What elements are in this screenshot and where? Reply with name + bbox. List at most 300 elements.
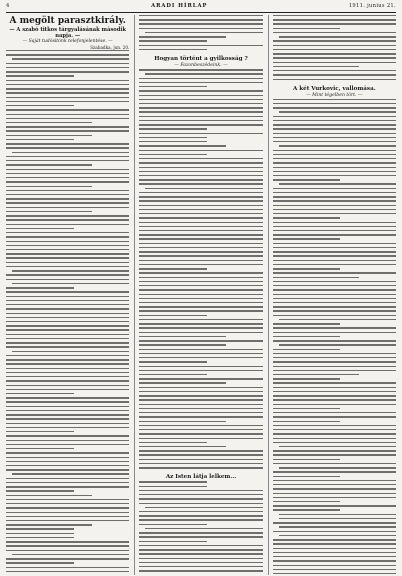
text-line: [139, 69, 262, 70]
text-line: [139, 429, 262, 430]
text-line: [273, 454, 396, 455]
text-line: [6, 363, 129, 364]
text-line: [273, 234, 396, 235]
text-line: [273, 421, 341, 422]
text-line: [6, 444, 129, 445]
text-line: [139, 251, 262, 252]
article-dateline: Szabadka, jun. 20.: [90, 45, 130, 50]
text-line: [273, 213, 396, 214]
text-line: [139, 200, 262, 201]
issue-date: 1911. junius 21.: [348, 3, 396, 9]
text-line: [273, 378, 341, 379]
text-line: [273, 15, 396, 16]
text-line: [6, 385, 129, 386]
text-line: [273, 133, 396, 134]
text-line: [6, 389, 129, 390]
text-line: [6, 207, 129, 208]
text-line: [273, 32, 396, 33]
text-line: [139, 503, 262, 504]
text-line: [139, 387, 262, 388]
text-line: [145, 507, 262, 508]
text-line: [139, 268, 207, 269]
text-line: [6, 372, 129, 373]
text-line: [139, 298, 262, 299]
text-line: [6, 465, 129, 466]
text-line: [273, 497, 396, 498]
text-line: [139, 315, 207, 316]
text-line: [273, 412, 396, 413]
text-line: [139, 541, 207, 542]
text-line: [273, 217, 341, 218]
text-line: [273, 141, 396, 142]
text-line: [273, 315, 396, 316]
text-line: [6, 457, 129, 458]
text-line: [139, 553, 262, 554]
text-line: [12, 283, 129, 284]
text-line: [6, 198, 129, 199]
text-line: [273, 484, 396, 485]
text-line: [273, 255, 396, 256]
text-line: [139, 532, 262, 533]
text-line: [139, 519, 262, 520]
text-line: [6, 215, 129, 216]
text-line: [6, 528, 74, 529]
text-line: [273, 408, 341, 409]
text-line: [273, 480, 396, 481]
page-number: 4: [6, 3, 10, 9]
text-line: [273, 425, 396, 426]
text-line: [6, 194, 129, 195]
text-line: [6, 427, 129, 428]
text-line: [139, 234, 262, 235]
text-line: [6, 287, 74, 288]
text-line: [6, 516, 129, 517]
column-3: [268, 15, 396, 575]
masthead: ARADI HÍRLAP: [151, 3, 208, 9]
text-line: [273, 302, 396, 303]
text-line: [6, 63, 129, 64]
text-line: [139, 302, 262, 303]
text-line: [6, 524, 92, 525]
text-line: [273, 522, 396, 523]
article-byline: — Saját tudósitónk telefonjelentése. —: [22, 39, 113, 44]
text-line: [273, 387, 396, 388]
text-line: [139, 425, 262, 426]
text-line: [273, 298, 396, 299]
text-line: [6, 118, 129, 119]
text-line: [6, 567, 129, 568]
text-line: [139, 294, 262, 295]
text-line: [273, 399, 396, 400]
text-line: [139, 336, 225, 337]
text-line: [273, 306, 396, 307]
text-line: [279, 344, 396, 345]
text-line: [139, 179, 262, 180]
column-3-body-top: [273, 15, 396, 83]
text-line: [6, 143, 129, 144]
text-line: [139, 481, 207, 482]
text-line: [139, 289, 262, 290]
text-line: [139, 40, 207, 41]
text-line: [145, 73, 262, 74]
text-line: [139, 247, 262, 248]
text-line: [139, 412, 262, 413]
text-line: [6, 101, 129, 102]
text-line: [273, 294, 396, 295]
text-line: [139, 349, 262, 350]
text-line: [273, 463, 396, 464]
text-line: [6, 478, 129, 479]
text-line: [139, 323, 262, 324]
text-line: [6, 169, 129, 170]
text-line: [6, 236, 129, 237]
text-line: [273, 556, 396, 557]
text-line: [6, 533, 74, 534]
text-line: [139, 49, 207, 50]
text-line: [273, 23, 396, 24]
text-line: [6, 558, 129, 559]
text-line: [6, 401, 129, 402]
text-line: [273, 509, 341, 510]
text-line: [273, 62, 396, 63]
text-line: [139, 192, 262, 193]
text-line: [139, 558, 262, 559]
text-line: [273, 230, 396, 231]
text-line: [139, 277, 262, 278]
text-line: [273, 162, 396, 163]
text-line: [6, 257, 129, 258]
text-line: [6, 448, 74, 449]
text-line: [139, 408, 262, 409]
text-line: [139, 306, 262, 307]
text-line: [145, 188, 262, 189]
text-line: [139, 230, 262, 231]
text-line: [139, 120, 262, 121]
text-line: [6, 245, 129, 246]
text-line: [273, 539, 396, 540]
text-line: [273, 49, 396, 50]
text-line: [273, 382, 396, 383]
text-line: [139, 399, 262, 400]
text-line: [6, 156, 129, 157]
text-line: [279, 467, 396, 468]
text-line: [273, 361, 396, 362]
text-line: [139, 366, 262, 367]
text-line: [139, 255, 262, 256]
text-line: [6, 397, 129, 398]
text-line: [139, 357, 262, 358]
text-line: [6, 440, 129, 441]
text-line: [279, 518, 396, 519]
text-line: [139, 222, 262, 223]
text-line: [273, 357, 396, 358]
column-2: [134, 15, 262, 575]
text-line: [6, 317, 129, 318]
text-line: [139, 213, 262, 214]
text-line: [273, 289, 396, 290]
text-line: [139, 450, 262, 451]
text-line: [273, 353, 396, 354]
text-line: [139, 327, 262, 328]
text-line: [6, 431, 74, 432]
text-line: [6, 507, 129, 508]
text-line: [6, 164, 92, 165]
text-line: [273, 501, 341, 502]
text-line: [139, 378, 262, 379]
text-line: [139, 209, 262, 210]
text-line: [273, 158, 396, 159]
text-line: [6, 346, 129, 347]
text-line: [6, 75, 74, 76]
text-line: [139, 205, 262, 206]
text-line: [6, 562, 74, 563]
text-line: [6, 219, 129, 220]
text-line: [273, 107, 396, 108]
text-line: [139, 545, 262, 546]
column-2-body-bottom: [139, 481, 262, 575]
text-line: [139, 82, 262, 83]
text-line: [273, 45, 396, 46]
text-line: [273, 103, 396, 104]
text-line: [139, 404, 262, 405]
text-line: [273, 277, 359, 278]
text-line: [6, 160, 129, 161]
text-line: [139, 86, 207, 87]
column-1: [6, 15, 129, 575]
text-line: [273, 366, 396, 367]
text-line: [6, 190, 129, 191]
text-line: [6, 537, 74, 538]
text-line: [279, 514, 396, 515]
text-line: [6, 469, 129, 470]
text-line: [273, 391, 396, 392]
text-line: [273, 128, 396, 129]
text-line: [139, 524, 207, 525]
text-line: [6, 512, 129, 513]
text-line: [139, 498, 262, 499]
text-line: [273, 74, 396, 75]
text-line: [273, 404, 396, 405]
text-line: [6, 177, 129, 178]
text-line: [273, 565, 396, 566]
text-line: [6, 202, 129, 203]
text-line: [273, 438, 396, 439]
text-line: [6, 291, 129, 292]
text-line: [139, 486, 207, 487]
text-line: [273, 264, 396, 265]
column-2-body-top: [139, 15, 262, 53]
text-line: [139, 319, 262, 320]
text-line: [273, 340, 396, 341]
text-line: [273, 573, 396, 574]
text-line: [273, 137, 396, 138]
text-line: [273, 450, 396, 451]
text-line: [12, 270, 129, 271]
text-line: [273, 57, 396, 58]
article-title: A megölt parasztkirály.: [9, 16, 126, 26]
text-line: [273, 19, 396, 20]
text-line: [273, 459, 341, 460]
text-line: [273, 552, 396, 553]
text-line: [273, 488, 396, 489]
text-line: [139, 217, 262, 218]
text-line: [139, 490, 262, 491]
text-line: [273, 188, 396, 189]
text-line: [139, 353, 262, 354]
text-line: [6, 329, 129, 330]
article-columns: [6, 15, 396, 575]
text-line: [139, 137, 207, 138]
text-line: [273, 251, 396, 252]
text-line: [6, 461, 129, 462]
text-line: [139, 511, 262, 512]
section-heading-how: Hogyan történt a gyilkosság ?: [154, 56, 248, 63]
text-line: [139, 226, 262, 227]
text-line: [273, 505, 396, 506]
text-line: [139, 446, 225, 447]
text-line: [6, 50, 129, 51]
text-line: [273, 247, 396, 248]
text-line: [6, 545, 129, 546]
text-line: [273, 272, 396, 273]
text-line: [139, 45, 262, 46]
text-line: [273, 226, 396, 227]
text-line: [273, 543, 396, 544]
text-line: [6, 186, 92, 187]
text-line: [139, 28, 262, 29]
text-line: [273, 28, 341, 29]
text-line: [6, 499, 129, 500]
text-line: [6, 114, 129, 115]
text-line: [273, 116, 396, 117]
text-line: [273, 79, 396, 80]
text-line: [6, 241, 129, 242]
text-line: [139, 162, 262, 163]
text-line: [273, 40, 396, 41]
text-line: [6, 376, 129, 377]
text-line: [6, 325, 129, 326]
text-line: [6, 92, 129, 93]
text-line: [6, 181, 129, 182]
text-line: [273, 370, 396, 371]
text-line: [6, 452, 129, 453]
text-line: [6, 541, 129, 542]
text-line: [6, 279, 129, 280]
text-line: [273, 70, 396, 71]
text-line: [273, 281, 396, 282]
text-line: [139, 332, 262, 333]
text-line: [12, 351, 129, 352]
text-line: [139, 196, 262, 197]
text-line: [273, 205, 396, 206]
text-line: [273, 268, 341, 269]
text-line: [139, 141, 207, 142]
text-line: [273, 120, 396, 121]
text-line: [6, 486, 129, 487]
text-line: [273, 124, 396, 125]
text-line: [273, 222, 396, 223]
text-line: [6, 571, 129, 572]
text-line: [273, 260, 396, 261]
text-line: [139, 467, 262, 468]
text-line: [12, 58, 129, 59]
text-line: [273, 560, 396, 561]
text-line: [139, 549, 262, 550]
text-line: [6, 97, 129, 98]
text-line: [6, 359, 129, 360]
text-line: [139, 515, 262, 516]
article-subtitle: — A szabó titkos tárgyalásának második napja. —: [9, 27, 126, 39]
text-line: [139, 145, 225, 146]
text-line: [6, 126, 129, 127]
column-3-body-bottom: [273, 99, 396, 575]
text-line: [139, 183, 262, 184]
text-line: [6, 393, 74, 394]
text-line: [273, 442, 396, 443]
text-line: [139, 133, 262, 134]
text-line: [6, 300, 129, 301]
text-line: [6, 296, 129, 297]
text-line: [139, 285, 262, 286]
text-line: [139, 562, 262, 563]
text-line: [273, 150, 396, 151]
text-line: [273, 476, 341, 477]
text-line: [139, 310, 262, 311]
text-line: [273, 416, 396, 417]
text-line: [279, 145, 396, 146]
text-line: [139, 23, 262, 24]
text-line: [273, 209, 396, 210]
text-line: [6, 54, 129, 55]
text-line: [6, 380, 129, 381]
text-line: [279, 183, 396, 184]
text-line: [139, 340, 262, 341]
text-line: [139, 442, 207, 443]
text-line: [139, 90, 262, 91]
text-line: [6, 135, 92, 136]
text-line: [6, 368, 129, 369]
text-line: [6, 313, 129, 314]
text-line: [139, 344, 225, 345]
text-line: [6, 406, 129, 407]
text-line: [273, 323, 341, 324]
text-line: [6, 520, 129, 521]
text-line: [6, 418, 129, 419]
text-line: [273, 327, 396, 328]
text-line: [279, 446, 396, 447]
text-line: [139, 416, 262, 417]
text-line: [6, 503, 129, 504]
text-line: [6, 482, 129, 483]
text-line: [139, 124, 262, 125]
text-line: [139, 107, 262, 108]
text-line: [139, 391, 262, 392]
text-line: [139, 111, 262, 112]
text-line: [6, 253, 129, 254]
section-subheading-interviews: — Fazonbeszédeink. —: [174, 63, 228, 69]
text-line: [273, 66, 359, 67]
text-line: [6, 211, 92, 212]
text-line: [139, 395, 262, 396]
text-line: [6, 109, 129, 110]
text-line: [6, 423, 129, 424]
text-line: [139, 370, 262, 371]
text-line: [6, 173, 129, 174]
text-line: [6, 334, 129, 335]
text-line: [273, 531, 396, 532]
text-line: [6, 304, 129, 305]
text-line: [279, 36, 396, 37]
